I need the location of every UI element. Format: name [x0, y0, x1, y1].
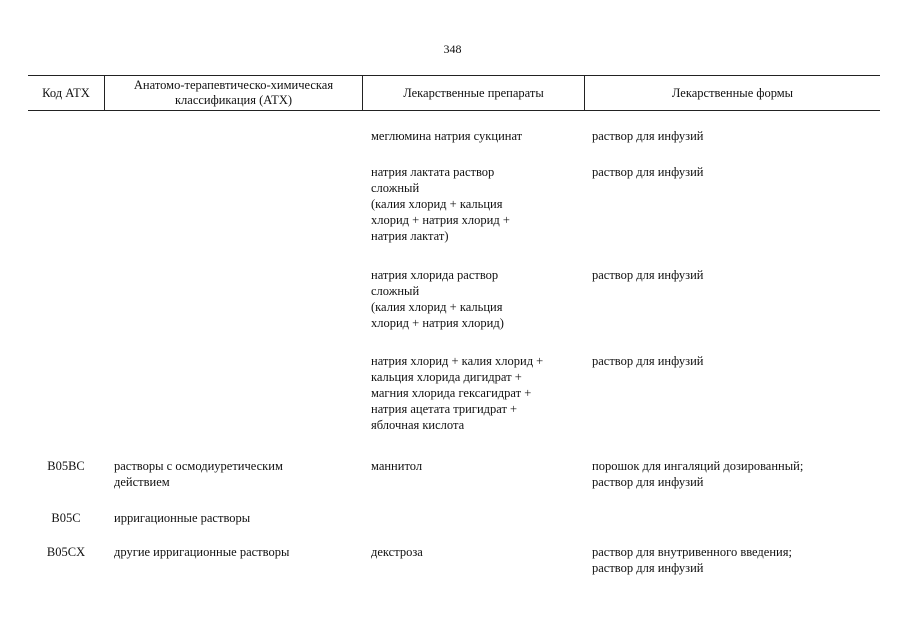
code-cell: B05CX [46, 545, 86, 559]
header-drugs: Лекарственные препараты [403, 85, 544, 100]
form-cell: раствор для инфузий [592, 268, 704, 282]
drug-cell: декстроза [371, 545, 423, 559]
classification-cell: растворы с осмодиуретическим действием [114, 459, 283, 489]
page-number: 348 [443, 42, 462, 56]
form-cell: раствор для внутривенного введения; раствор для инфузий [592, 545, 792, 575]
form-cell: раствор для инфузий [592, 129, 704, 143]
drug-cell: маннитол [371, 459, 423, 473]
form-cell: раствор для инфузий [592, 165, 704, 179]
code-cell: B05C [51, 511, 81, 525]
form-cell: раствор для инфузий [592, 354, 704, 368]
classification-cell: ирригационные растворы [114, 511, 251, 525]
drug-cell: натрия хлорида раствор сложный (калия хлорид + кальция хлорид + натрия хлорид) [371, 268, 504, 330]
drug-cell: натрия хлорид + калия хлорид + кальция хлорида дигидрат + магния хлорида гексагидрат + натрия ацетата тригидрат + яблочная кислота [371, 354, 544, 432]
drug-cell: натрия лактата раствор сложный (калия хлорид + кальция хлорид + натрия хлорид + натрия лактат) [371, 165, 510, 243]
header-forms: Лекарственные формы [671, 85, 794, 100]
code-cell: B05BC [47, 459, 85, 473]
header-code: Код АТХ [42, 85, 90, 100]
classification-cell: другие ирригационные растворы [114, 545, 290, 559]
drug-cell: меглюмина натрия сукцинат [371, 129, 523, 143]
header-classification: Анатомо-терапевтическо-химическая классификация (АТХ) [133, 78, 334, 107]
table-header-rule [28, 110, 880, 111]
form-cell: порошок для ингаляций дозированный; раствор для инфузий [592, 459, 804, 489]
